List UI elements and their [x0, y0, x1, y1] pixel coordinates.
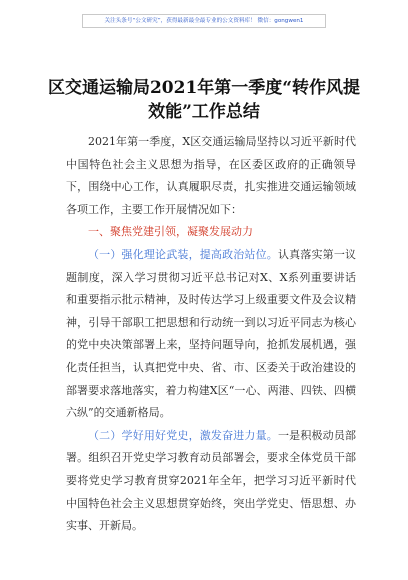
subsection-paragraph: [66, 425, 356, 538]
subsection-paragraph: [66, 244, 356, 425]
intro-paragraph: 2021年第一季度，X区交通运输局坚持以习近平新时代中国特色社会主义思想为指导，在区委区政府的正确领导下，围绕中心工作，认真履职尽责，扎实推进交通运输领域各项工作，主要工作开展情况如下：: [66, 135, 356, 216]
subsection-heading: （二）学好用好党史，激发奋进力量。: [88, 428, 278, 442]
document-title: 区交通运输局2021年第一季度“转作风提效能”工作总结: [47, 78, 361, 122]
subsection-text: 一是积极动员部署。组织召开党史学习教育动员部署会，要求全体党员干部要将党史学习教育贯穿2021年全年，把学习习近平新时代中国特色社会主义思想贯穿始终，突出学党史、悟思想、办实事、开新局。: [66, 428, 357, 533]
subsection-text: 认真落实第一议题制度，深入学习贯彻习近平总书记对X、X系列重要讲话和重要指示批示精神，及时传达学习上级重要文件及会议精神，引导干部职工把思想和行动统一到以习近平同志为核心的党中央决策部署上来，坚持问题导向，抢抓发展机遇，强化责任担当，认真把党中央、省、市、区委关于政治建设的部署要求落地落实，着力构建X区“一心、两港、四铁、四横六纵”的交通新格局。: [66, 247, 357, 420]
document-body: [66, 131, 356, 538]
section-heading: 一、聚焦党建引领，凝聚发展动力: [88, 225, 253, 239]
subsection-heading: （一）强化理论武装，提高政治站位。: [88, 247, 278, 261]
header-banner: 关注头条号“公文研究”，获得最新最全最专业的公文资料库！ 微信：gongwen1: [82, 14, 326, 28]
